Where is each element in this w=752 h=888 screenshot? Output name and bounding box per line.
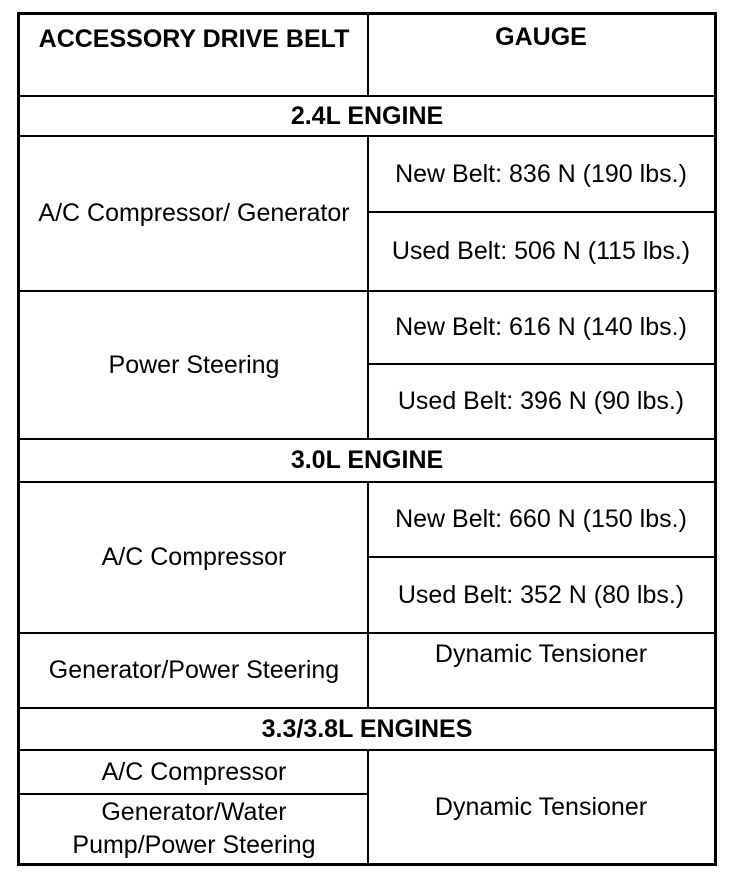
gauge-new-belt: New Belt: 616 N (140 lbs.) <box>395 313 687 341</box>
belt-tension-table <box>17 12 717 866</box>
gauge-dynamic-tensioner: Dynamic Tensioner <box>434 792 648 821</box>
section-title-2-4l: 2.4L ENGINE <box>290 101 444 130</box>
divider <box>367 751 369 863</box>
divider <box>367 137 369 438</box>
header-gauge: GAUGE <box>495 23 587 51</box>
gauge-dynamic-tensioner: Dynamic Tensioner <box>434 640 648 668</box>
gauge-used-belt: Used Belt: 396 N (90 lbs.) <box>397 387 685 415</box>
item-power-steering: Power Steering <box>108 350 280 379</box>
item-ac-compressor: A/C Compressor <box>101 543 287 571</box>
section-title-3-0l: 3.0L ENGINE <box>290 446 444 474</box>
item-generator-water-pump-power-steering: Generator/Water Pump/Power Steering <box>72 798 316 859</box>
item-ac-compressor-generator: A/C Compressor/ Generator <box>38 199 350 227</box>
section-title-3-3-3-8l: 3.3/3.8L ENGINES <box>261 714 473 743</box>
divider <box>367 15 369 95</box>
header-accessory-drive-belt: ACCESSORY DRIVE BELT <box>38 25 350 53</box>
gauge-new-belt: New Belt: 660 N (150 lbs.) <box>395 505 687 533</box>
item-ac-compressor: A/C Compressor <box>101 757 287 786</box>
gauge-used-belt: Used Belt: 506 N (115 lbs.) <box>391 237 691 265</box>
gauge-new-belt: New Belt: 836 N (190 lbs.) <box>395 159 687 188</box>
gauge-used-belt: Used Belt: 352 N (80 lbs.) <box>397 580 685 609</box>
divider <box>367 483 369 707</box>
item-generator-power-steering: Generator/Power Steering <box>48 656 340 684</box>
